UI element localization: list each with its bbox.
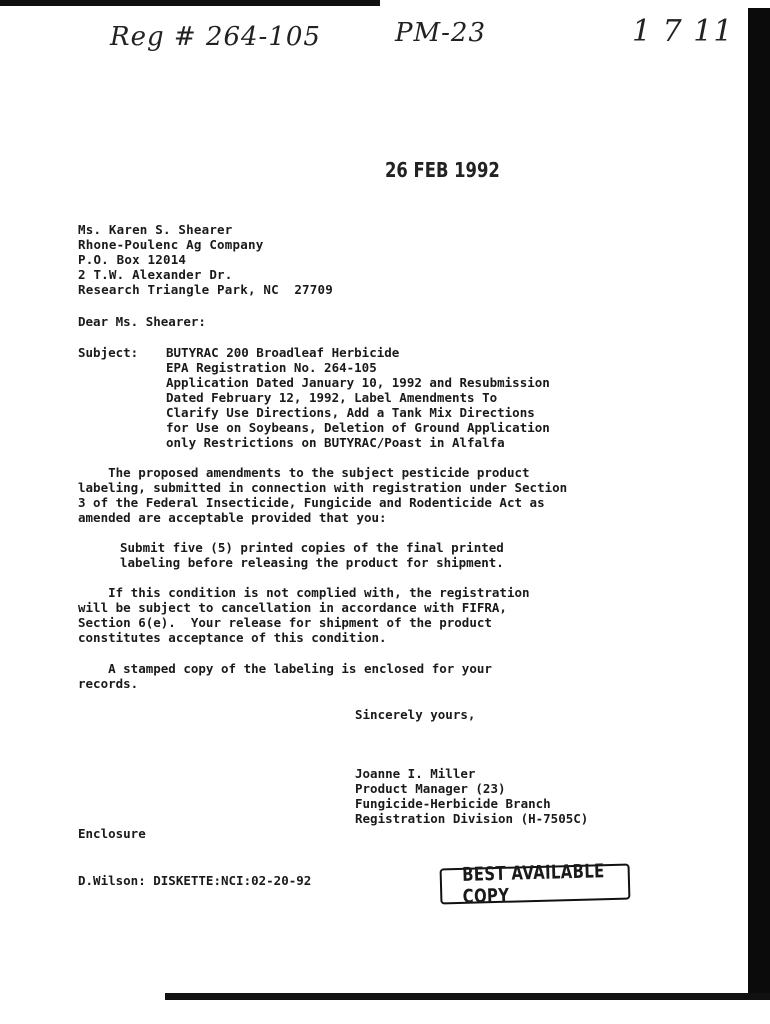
subject-line: EPA Registration No. 264-105: [166, 360, 377, 375]
paragraph-line: The proposed amendments to the subject pesticide product: [78, 465, 530, 480]
addressee-line: Ms. Karen S. Shearer: [78, 222, 233, 237]
stamp-text: BEST AVAILABLE COPY: [461, 860, 605, 908]
body-paragraph-enclosed: [78, 661, 492, 691]
handwritten-page-mark: 1 7 11: [632, 14, 734, 49]
handwritten-pm-number: PM-23: [395, 18, 486, 48]
date-stamp: 26 FEB 1992: [385, 158, 500, 182]
paragraph-line: 3 of the Federal Insecticide, Fungicide and Rodenticide Act as: [78, 495, 545, 510]
signature-line: Product Manager (23): [355, 781, 506, 796]
addressee-line: Research Triangle Park, NC 27709: [78, 282, 333, 297]
body-paragraph-amendments: [78, 465, 567, 525]
addressee-block: [78, 222, 333, 297]
scan-edge-top: [0, 0, 380, 6]
signature-line: Registration Division (H-7505C): [355, 811, 589, 826]
signature-block: [355, 766, 588, 826]
subject-lines: [166, 345, 550, 450]
salutation: Dear Ms. Shearer:: [78, 314, 206, 329]
paragraph-line: constitutes acceptance of this condition.: [78, 630, 387, 645]
enclosure-note: Enclosure: [78, 826, 146, 841]
paragraph-line: labeling before releasing the product for shipment.: [120, 555, 504, 570]
body-paragraph-condition: [120, 540, 504, 570]
body-paragraph-cancellation: [78, 585, 530, 645]
addressee-line: P.O. Box 12014: [78, 252, 187, 267]
paragraph-line: records.: [78, 676, 139, 691]
paragraph-line: Section 6(e). Your release for shipment of the product: [78, 615, 492, 630]
signature-line: Joanne I. Miller: [355, 766, 476, 781]
file-code: D.Wilson: DISKETTE:NCI:02-20-92: [78, 873, 312, 888]
subject-line: Clarify Use Directions, Add a Tank Mix Directions: [166, 405, 535, 420]
subject-line: only Restrictions on BUTYRAC/Poast in Alfalfa: [166, 435, 505, 450]
closing: Sincerely yours,: [355, 707, 476, 722]
scan-edge-right: [748, 8, 770, 993]
addressee-line: Rhone-Poulenc Ag Company: [78, 237, 264, 252]
subject-line: Dated February 12, 1992, Label Amendments To: [166, 390, 498, 405]
best-available-copy-stamp: [440, 860, 631, 908]
addressee-line: 2 T.W. Alexander Dr.: [78, 267, 233, 282]
subject-label: Subject:: [78, 345, 139, 360]
paragraph-line: If this condition is not complied with, the registration: [78, 585, 530, 600]
subject-line: Application Dated January 10, 1992 and Resubmission: [166, 375, 550, 390]
paragraph-line: amended are acceptable provided that you:: [78, 510, 387, 525]
paragraph-line: Submit five (5) printed copies of the final printed: [120, 540, 504, 555]
subject-line: for Use on Soybeans, Deletion of Ground Application: [166, 420, 550, 435]
signature-line: Fungicide-Herbicide Branch: [355, 796, 551, 811]
paragraph-line: labeling, submitted in connection with registration under Section: [78, 480, 568, 495]
paragraph-line: A stamped copy of the labeling is enclosed for your: [78, 661, 492, 676]
scan-edge-bottom: [165, 993, 770, 1000]
handwritten-reg-number: Reg # 264-105: [110, 22, 321, 52]
paragraph-line: will be subject to cancellation in accordance with FIFRA,: [78, 600, 507, 615]
subject-line: BUTYRAC 200 Broadleaf Herbicide: [166, 345, 400, 360]
